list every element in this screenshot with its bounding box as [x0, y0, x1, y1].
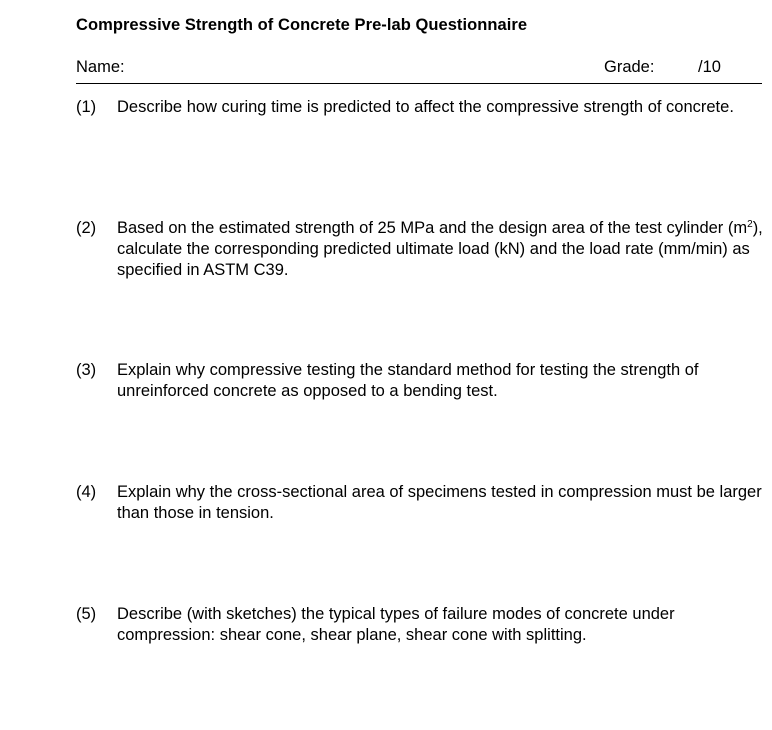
- question-number: (1): [76, 98, 97, 116]
- question-3: [76, 360, 766, 402]
- question-1: [76, 97, 766, 118]
- question-number: (3): [76, 361, 97, 379]
- name-label: Name:: [76, 58, 125, 76]
- question-text: Describe how curing time is predicted to affect the compressive strength of concrete.: [117, 98, 734, 116]
- question-text: Describe (with sketches) the typical types of failure modes of concrete under compression: shear cone, shear plane, shear cone with splitting.: [117, 605, 675, 644]
- question-4: [76, 482, 766, 524]
- document-title: Compressive Strength of Concrete Pre-lab Questionnaire: [76, 16, 528, 34]
- header-divider: [76, 83, 762, 84]
- question-text: Explain why the cross-sectional area of specimens tested in compression must be larger than those in tension.: [117, 483, 762, 522]
- question-2: [76, 218, 766, 281]
- grade-total: /10: [698, 58, 721, 76]
- question-5: [76, 604, 766, 646]
- question-text: Explain why compressive testing the standard method for testing the strength of unreinforced concrete as opposed to a bending test.: [117, 361, 699, 400]
- header-row: [76, 58, 762, 80]
- question-text-part-2: ), calculate the corresponding predicted ultimate load (kN) and the load rate (mm/min) as specified in ASTM C39.: [117, 219, 763, 279]
- question-number: (5): [76, 605, 97, 623]
- question-number: (4): [76, 483, 97, 501]
- question-number: (2): [76, 219, 97, 237]
- superscript-2: 2: [747, 219, 753, 230]
- question-text: [117, 218, 765, 281]
- question-text-part-1: Based on the estimated strength of 25 MPa and the design area of the test cylinder (m: [117, 219, 748, 237]
- grade-label: Grade:: [604, 58, 655, 76]
